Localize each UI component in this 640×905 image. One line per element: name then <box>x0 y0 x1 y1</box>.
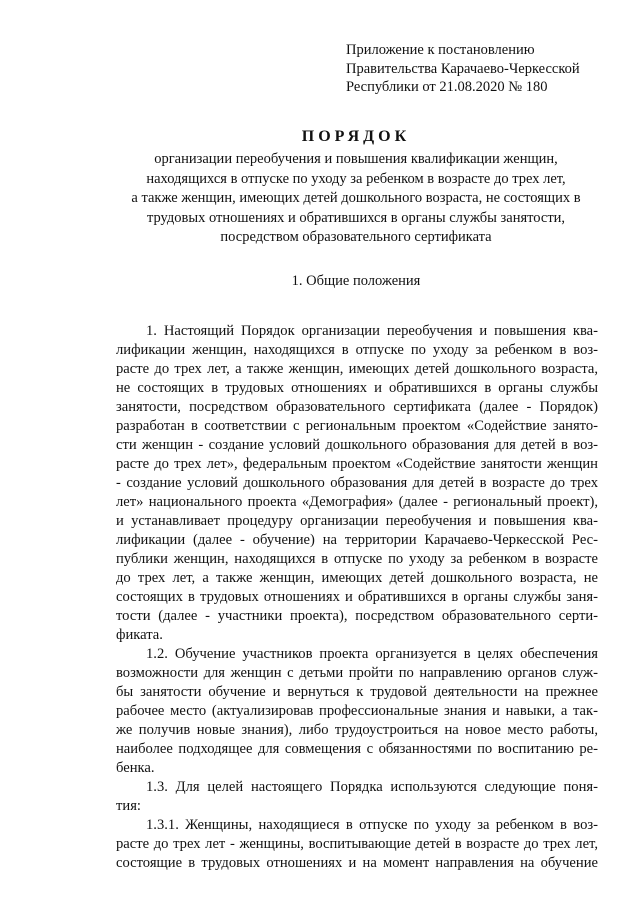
body-line: занятости, посредством образовательного сертификата (далее - Порядок) <box>116 399 598 415</box>
body-line: расте до трех лет, а также женщин, имеющих детей дошкольного возраста, <box>116 361 598 377</box>
appendix-line: Республики от 21.08.2020 № 180 <box>346 79 548 95</box>
body-line: бенка. <box>116 760 155 776</box>
body-line: расте до трех лет», федеральным проектом «Содействие занятости женщин <box>116 456 598 472</box>
appendix-line: Правительства Карачаево-Черкесской <box>346 60 580 77</box>
body-line: бы занятости обучение и вернуться к трудовой деятельности на прежнее <box>116 684 598 700</box>
body-line: сти женщин - создание условий дошкольного образования для детей в воз- <box>116 437 598 453</box>
body-line: лификации (далее - обучение) на территории Карачаево-Черкесской Рес- <box>116 532 598 548</box>
body-line: 1.2. Обучение участников проекта организуется в целях обеспечения <box>146 646 598 662</box>
body-line: публики женщин, находящихся в отпуске по уходу за ребенком в возрасте <box>116 551 598 567</box>
body-line: 1.3.1. Женщины, находящиеся в отпуске по уходу за ребенком в воз- <box>146 817 598 833</box>
subtitle-line: находящихся в отпуске по уходу за ребенком в возрасте до трех лет, <box>146 170 566 187</box>
body-line: лификации женщин, находящихся в отпуске по уходу за ребенком в воз- <box>116 342 598 358</box>
body-line: наиболее подходящее для совмещения с обязанностями по воспитанию ре- <box>116 741 598 757</box>
body-text <box>116 322 598 873</box>
section-heading: 1. Общие положения <box>291 273 421 289</box>
body-line: лет» национального проекта «Демография» (далее - региональный проект), <box>116 494 598 510</box>
body-line: не состоящих в трудовых отношениях и обратившихся в органы службы <box>116 380 598 396</box>
body-line: возможности для женщин с детьми пройти по направлению органов служ- <box>116 665 598 681</box>
body-line: 1.3. Для целей настоящего Порядка используются следующие поня- <box>146 779 598 795</box>
document-title: ПОРЯДОК <box>301 128 411 145</box>
body-line: же получив новые знания), либо трудоустроиться на новое место работы, <box>116 722 598 738</box>
body-line: фиката. <box>116 627 163 643</box>
subtitle-line: трудовых отношениях и обратившихся в органы службы занятости, <box>146 209 566 226</box>
body-line: тости (далее - участники проекта), посредством образовательного серти- <box>116 608 598 624</box>
body-line: тия: <box>116 798 141 814</box>
subtitle-line: организации переобучения и повышения квалификации женщин, <box>154 151 558 167</box>
body-line: - создание условий дошкольного образования для детей в возрасте до трех <box>116 475 598 491</box>
appendix-line: Приложение к постановлению <box>346 42 535 58</box>
body-line: рабочее место (актуализировав профессиональные знания и навыки, а так- <box>116 703 598 719</box>
document-subtitle <box>60 150 640 248</box>
body-line: состоящих в трудовых отношениях и обратившихся в органы службы заня- <box>116 589 598 605</box>
body-line: расте до трех лет - женщины, воспитывающие детей в возрасте до трех лет, <box>116 836 598 852</box>
body-line: разработан в соответствии с региональным проектом «Содействие занято- <box>116 418 598 434</box>
subtitle-line: а также женщин, имеющих детей дошкольного возраста, не состоящих в <box>131 190 581 206</box>
body-line: состоящие в трудовых отношениях и на момент направления на обучение <box>116 855 598 871</box>
appendix-note <box>346 41 616 97</box>
body-line: 1. Настоящий Порядок организации переобучения и повышения ква- <box>146 323 598 339</box>
body-line: и устанавливает процедуру организации переобучения и повышения ква- <box>116 513 598 529</box>
body-line: до трех лет, а также женщин, имеющих детей дошкольного возраста, не <box>116 570 598 586</box>
subtitle-line: посредством образовательного сертификата <box>220 229 492 245</box>
